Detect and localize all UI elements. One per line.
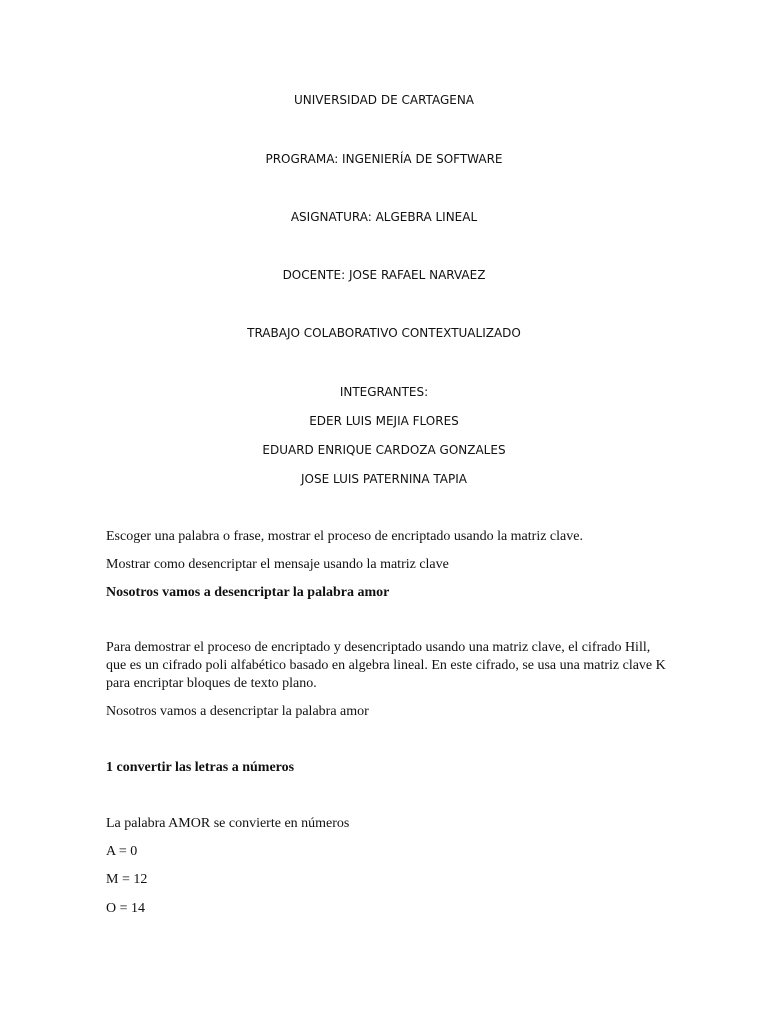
intro-line: que es un cifrado poli alfabético basado en algebra lineal. En este cifrado, se usa una matriz clave K bbox=[106, 658, 666, 673]
member-name: EDER LUIS MEJIA FLORES bbox=[309, 414, 459, 428]
intro-line: Para demostrar el proceso de encriptado y desencriptado usando una matriz clave, el cifrado Hill, bbox=[106, 640, 651, 655]
intro-line: para encriptar bloques de texto plano. bbox=[106, 676, 317, 691]
conversion-intro: La palabra AMOR se convierte en números bbox=[106, 816, 350, 831]
intro-paragraph bbox=[106, 639, 666, 693]
statement-plain: Nosotros vamos a desencriptar la palabra amor bbox=[106, 704, 369, 719]
members-label: INTEGRANTES: bbox=[339, 385, 429, 399]
conversion-item: O = 14 bbox=[106, 901, 146, 916]
step-1-heading: 1 convertir las letras a números bbox=[106, 760, 295, 775]
program-name: PROGRAMA: INGENIERÍA DE SOFTWARE bbox=[265, 152, 503, 166]
work-title: TRABAJO COLABORATIVO CONTEXTUALIZADO bbox=[247, 326, 521, 340]
task-instruction-1: Escoger una palabra o frase, mostrar el proceso de encriptado usando la matriz clave. bbox=[106, 529, 583, 544]
teacher-name: DOCENTE: JOSE RAFAEL NARVAEZ bbox=[282, 268, 486, 282]
member-name: JOSE LUIS PATERNINA TAPIA bbox=[301, 472, 467, 486]
university-name: UNIVERSIDAD DE CARTAGENA bbox=[293, 93, 475, 107]
statement-bold: Nosotros vamos a desencriptar la palabra amor bbox=[106, 585, 390, 600]
conversion-item: M = 12 bbox=[106, 872, 148, 887]
subject-name: ASIGNATURA: ALGEBRA LINEAL bbox=[290, 210, 478, 224]
task-instruction-2: Mostrar como desencriptar el mensaje usando la matriz clave bbox=[106, 557, 449, 572]
conversion-item: A = 0 bbox=[106, 844, 138, 859]
member-name: EDUARD ENRIQUE CARDOZA GONZALES bbox=[262, 443, 506, 457]
